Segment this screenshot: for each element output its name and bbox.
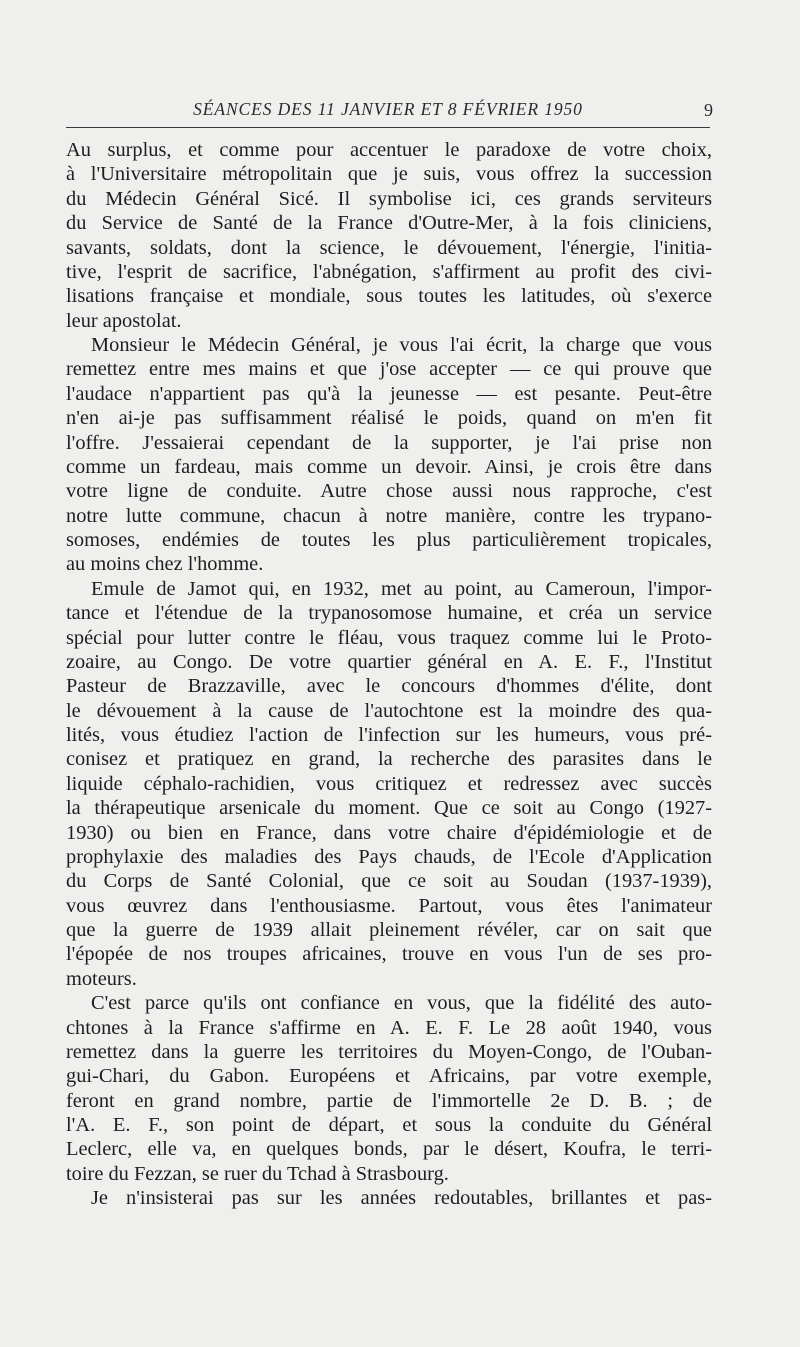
text-line: liquide céphalo-rachidien, vous critiquez et redressez avec succès — [66, 772, 712, 795]
text-line: à l'Universitaire métropolitain que je suis, vous offrez la succession — [66, 163, 712, 186]
text-line: leur apostolat. — [66, 309, 182, 332]
text-line: savants, soldats, dont la science, le dévouement, l'énergie, l'initia- — [66, 236, 712, 259]
text-line: du Service de Santé de la France d'Outre-Mer, à la fois cliniciens, — [66, 212, 712, 235]
text-line: vous œuvrez dans l'enthousiasme. Partout, vous êtes l'animateur — [66, 894, 712, 917]
text-line: gui-Chari, du Gabon. Européens et Africains, par votre exemple, — [66, 1065, 712, 1088]
text-line: Je n'insisterai pas sur les années redoutables, brillantes et pas- — [91, 1187, 712, 1210]
text-line: du Corps de Santé Colonial, que ce soit au Soudan (1937-1939), — [66, 870, 712, 893]
text-line: chtones à la France s'affirme en A. E. F. Le 28 août 1940, vous — [66, 1016, 712, 1039]
text-line: Au surplus, et comme pour accentuer le paradoxe de votre choix, — [66, 139, 712, 161]
text-line: C'est parce qu'ils ont confiance en vous, que la fidélité des auto- — [91, 992, 712, 1015]
text-line: moteurs. — [66, 967, 137, 990]
text-line: conisez et pratiquez en grand, la recherche des parasites dans le — [66, 748, 712, 771]
text-line: Monsieur le Médecin Général, je vous l'ai écrit, la charge que vous — [91, 334, 712, 356]
text-line: notre lutte commune, chacun à notre manière, contre les trypano- — [66, 504, 712, 527]
text-line: 1930) ou bien en France, dans votre chaire d'épidémiologie et de — [66, 821, 712, 844]
text-line: la thérapeutique arsenicale du moment. Que ce soit au Congo (1927- — [66, 797, 712, 820]
text-line: Emule de Jamot qui, en 1932, met au point, au Cameroun, l'impor- — [91, 577, 712, 600]
text-line: remettez dans la guerre les territoires du Moyen-Congo, de l'Ouban- — [66, 1040, 712, 1063]
text-line: spécial pour lutter contre le fléau, vous traquez comme lui le Proto- — [66, 626, 712, 649]
text-line: toire du Fezzan, se ruer du Tchad à Strasbourg. — [66, 1162, 449, 1185]
text-line: Leclerc, elle va, en quelques bonds, par le désert, Koufra, le terri- — [66, 1138, 712, 1161]
text-line: prophylaxie des maladies des Pays chauds, de l'Ecole d'Application — [66, 845, 712, 868]
text-line: somoses, endémies de toutes les plus particulièrement tropicales, — [66, 529, 712, 551]
running-title: SÉANCES DES 11 JANVIER ET 8 FÉVRIER 1950 — [193, 99, 583, 119]
page-number: 9 — [704, 100, 713, 120]
text-line: du Médecin Général Sicé. Il symbolise ici, ces grands serviteurs — [66, 187, 712, 210]
text-line: l'audace n'appartient pas qu'à la jeunesse — est pesante. Peut-être — [66, 382, 712, 405]
text-line: lités, vous étudiez l'action de l'infection sur les humeurs, vous pré- — [66, 724, 712, 746]
page-header — [66, 99, 713, 127]
body-text — [66, 138, 712, 1211]
text-line: que la guerre de 1939 allait pleinement révéler, car on sait que — [66, 919, 712, 941]
text-line: zoaire, au Congo. De votre quartier général en A. E. F., l'Institut — [66, 650, 712, 673]
text-line: au moins chez l'homme. — [66, 553, 264, 576]
text-line: l'offre. J'essaierai cependant de la supporter, je l'ai prise non — [66, 431, 712, 454]
text-line: l'A. E. F., son point de départ, et sous la conduite du Général — [66, 1114, 712, 1136]
text-line: comme un fardeau, mais comme un devoir. Ainsi, je crois être dans — [66, 455, 712, 478]
header-rule — [66, 127, 710, 128]
text-line: n'en ai-je pas suffisamment réalisé le poids, quand on m'en fit — [66, 407, 712, 430]
text-line: lisations française et mondiale, sous toutes les latitudes, où s'exerce — [66, 285, 712, 308]
text-line: feront en grand nombre, partie de l'immortelle 2e D. B. ; de — [66, 1089, 712, 1112]
text-line: remettez entre mes mains et que j'ose accepter — ce qui prouve que — [66, 358, 712, 381]
text-line: votre ligne de conduite. Autre chose aussi nous rapproche, c'est — [66, 480, 712, 503]
text-line: l'épopée de nos troupes africaines, trouve en vous l'un de ses pro- — [66, 943, 712, 966]
text-line: tive, l'esprit de sacrifice, l'abnégation, s'affirment au profit des civi- — [66, 260, 712, 283]
text-line: le dévouement à la cause de l'autochtone est la moindre des qua- — [66, 699, 712, 722]
text-line: Pasteur de Brazzaville, avec le concours d'hommes d'élite, dont — [66, 675, 712, 698]
text-line: tance et l'étendue de la trypanosomose humaine, et créa un service — [66, 602, 712, 625]
